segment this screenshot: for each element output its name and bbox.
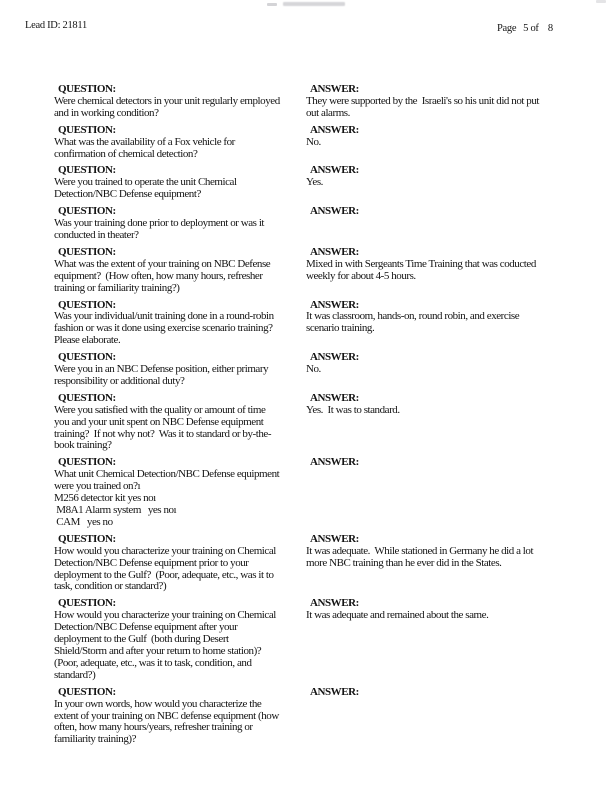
answer-line: It was classroom, hands-on, round robin, and exercise: [306, 310, 520, 323]
question-line: In your own words, how would you characterize the: [54, 697, 262, 710]
question-line: deployment to the Gulf (both during Desert: [54, 633, 229, 646]
answer-cell: [306, 457, 588, 528]
question-text: [54, 364, 306, 388]
question-line: Were you trained to operate the unit Chemical: [54, 176, 237, 189]
answer-text: [306, 96, 588, 120]
answer-cell: [306, 352, 588, 388]
answer-text: [306, 610, 588, 622]
answer-label: ANSWER:: [310, 532, 359, 545]
question-text: [54, 405, 306, 453]
answer-cell: [306, 125, 588, 161]
question-line: task, condition or standard?): [54, 580, 167, 593]
answer-text: [306, 546, 588, 570]
question-cell: [54, 125, 306, 161]
question-line: training? If not why not? Was it to standard or by-the-: [54, 427, 272, 440]
answer-text: [306, 364, 588, 376]
answer-text: [306, 311, 588, 335]
question-text: [54, 311, 306, 347]
answer-text: [306, 259, 588, 283]
answer-line: weekly for about 4-5 hours.: [306, 269, 416, 282]
qa-list: [54, 84, 588, 751]
answer-label: ANSWER:: [310, 205, 359, 218]
question-text: [54, 259, 306, 295]
answer-line: No.: [306, 363, 321, 376]
answer-line: Yes.: [306, 176, 323, 189]
scan-artifact-corner: [596, 0, 606, 3]
question-line: Were you satisfied with the quality or amount of time: [54, 403, 266, 416]
question-line: Detection/NBC Defense equipment after your: [54, 621, 238, 634]
question-text: [54, 96, 306, 120]
question-line: conducted in theater?: [54, 228, 139, 241]
question-label: QUESTION:: [58, 685, 116, 698]
question-cell: [54, 300, 306, 348]
question-text: [54, 610, 306, 681]
question-cell: [54, 247, 306, 295]
answer-cell: [306, 300, 588, 348]
scan-artifact-bar: [283, 2, 345, 6]
question-cell: [54, 352, 306, 388]
qa-row: [54, 206, 588, 242]
question-line: CAM yes no: [54, 515, 113, 528]
answer-cell: [306, 534, 588, 594]
question-line: standard?): [54, 668, 96, 681]
answer-label: ANSWER:: [310, 123, 359, 136]
answer-line: scenario training.: [306, 322, 375, 335]
qa-row: [54, 393, 588, 453]
question-text: [54, 469, 306, 529]
answer-label: ANSWER:: [310, 298, 359, 311]
answer-label: ANSWER:: [310, 456, 359, 469]
qa-row: [54, 300, 588, 348]
question-label: QUESTION:: [58, 205, 116, 218]
question-line: Were you in an NBC Defense position, either primary: [54, 363, 269, 376]
question-text: [54, 699, 306, 747]
question-line: Please elaborate.: [54, 334, 121, 347]
question-label: QUESTION:: [58, 245, 116, 258]
question-line: (Poor, adequate, etc., was it to task, condition, and: [54, 656, 252, 669]
question-label: QUESTION:: [58, 456, 116, 469]
question-line: M8A1 Alarm system yes noı: [54, 504, 177, 516]
question-line: Were chemical detectors in your unit regularly employed: [54, 94, 280, 107]
question-line: book training?: [54, 439, 112, 452]
answer-line: Mixed in with Sergeants Time Training that was coducted: [306, 257, 536, 270]
answer-label: ANSWER:: [310, 83, 359, 95]
page-number: Page 5 of 8: [497, 23, 553, 34]
answer-label: ANSWER:: [310, 597, 359, 610]
answer-cell: [306, 84, 588, 120]
qa-row: [54, 165, 588, 201]
question-label: QUESTION:: [58, 123, 116, 136]
qa-row: [54, 125, 588, 161]
question-label: QUESTION:: [58, 298, 116, 311]
question-line: How would you characterize your training on Chemical: [54, 609, 276, 622]
answer-cell: [306, 393, 588, 453]
answer-label: ANSWER:: [310, 391, 359, 404]
question-line: Detection/NBC Defense equipment prior to your: [54, 556, 249, 569]
question-cell: [54, 598, 306, 681]
question-line: What unit Chemical Detection/NBC Defense equipment: [54, 468, 280, 481]
answer-line: No.: [306, 135, 321, 148]
question-line: familiarity training)?: [54, 733, 137, 746]
question-line: were you trained on?ı: [54, 480, 141, 493]
answer-label: ANSWER:: [310, 351, 359, 364]
answer-line: It was adequate and remained about the same.: [306, 609, 489, 622]
question-label: QUESTION:: [58, 597, 116, 610]
answer-line: They were supported by the Israeli's so his unit did not put: [306, 94, 539, 107]
question-label: QUESTION:: [58, 164, 116, 177]
qa-row: [54, 534, 588, 594]
question-line: What was the availability of a Fox vehicle for: [54, 135, 235, 148]
qa-row: [54, 84, 588, 120]
question-cell: [54, 206, 306, 242]
question-line: M256 detector kit yes noı: [54, 492, 156, 505]
answer-cell: [306, 165, 588, 201]
answer-line: out alarms.: [306, 106, 350, 119]
question-line: responsibility or additional duty?: [54, 374, 185, 387]
question-label: QUESTION:: [58, 351, 116, 364]
qa-row: [54, 598, 588, 681]
question-line: you and your unit spent on NBC Defense equipment: [54, 415, 264, 428]
question-label: QUESTION:: [58, 532, 116, 545]
answer-line: It was adequate. While stationed in Germany he did a lot: [306, 544, 534, 557]
question-line: equipment? (How often, how many hours, refresher: [54, 269, 263, 282]
question-cell: [54, 393, 306, 453]
question-line: confirmation of chemical detection?: [54, 147, 198, 160]
answer-text: [306, 177, 588, 189]
answer-label: ANSWER:: [310, 245, 359, 258]
question-text: [54, 546, 306, 594]
question-line: Detection/NBC Defense equipment?: [54, 188, 201, 201]
question-line: How would you characterize your training on Chemical: [54, 544, 276, 557]
answer-cell: [306, 206, 588, 242]
qa-row: [54, 687, 588, 747]
answer-text: [306, 405, 588, 417]
question-line: deployment to the Gulf? (Poor, adequate, etc., was it to: [54, 568, 274, 581]
question-label: QUESTION:: [58, 391, 116, 404]
answer-cell: [306, 247, 588, 295]
question-cell: [54, 84, 306, 120]
answer-cell: [306, 687, 588, 747]
question-line: Was your training done prior to deployment or was it: [54, 217, 265, 230]
question-text: [54, 218, 306, 242]
scan-artifact-dash: [267, 3, 277, 6]
question-cell: [54, 165, 306, 201]
question-line: and in working condition?: [54, 106, 159, 119]
answer-line: Yes. It was to standard.: [306, 403, 400, 416]
question-line: training or familiarity training?): [54, 281, 180, 294]
question-line: Shield/Storm and after your return to home station)?: [54, 644, 262, 657]
answer-line: more NBC training than he ever did in the States.: [306, 556, 502, 569]
question-text: [54, 177, 306, 201]
qa-row: [54, 247, 588, 295]
question-text: [54, 137, 306, 161]
qa-row: [54, 457, 588, 528]
question-line: extent of your training on NBC defense equipment (how: [54, 709, 279, 722]
question-line: fashion or was it done using exercise scenario training?: [54, 322, 273, 335]
question-cell: [54, 457, 306, 528]
question-label: QUESTION:: [58, 83, 116, 95]
answer-cell: [306, 598, 588, 681]
question-line: What was the extent of your training on NBC Defense: [54, 257, 271, 270]
answer-label: ANSWER:: [310, 685, 359, 698]
question-cell: [54, 534, 306, 594]
qa-row: [54, 352, 588, 388]
question-line: Was your individual/unit training done in a round-robin: [54, 310, 274, 323]
question-line: often, how many hours/years, refresher training or: [54, 721, 253, 734]
answer-text: [306, 137, 588, 149]
question-cell: [54, 687, 306, 747]
answer-label: ANSWER:: [310, 164, 359, 177]
lead-id: Lead ID: 21811: [25, 20, 87, 31]
